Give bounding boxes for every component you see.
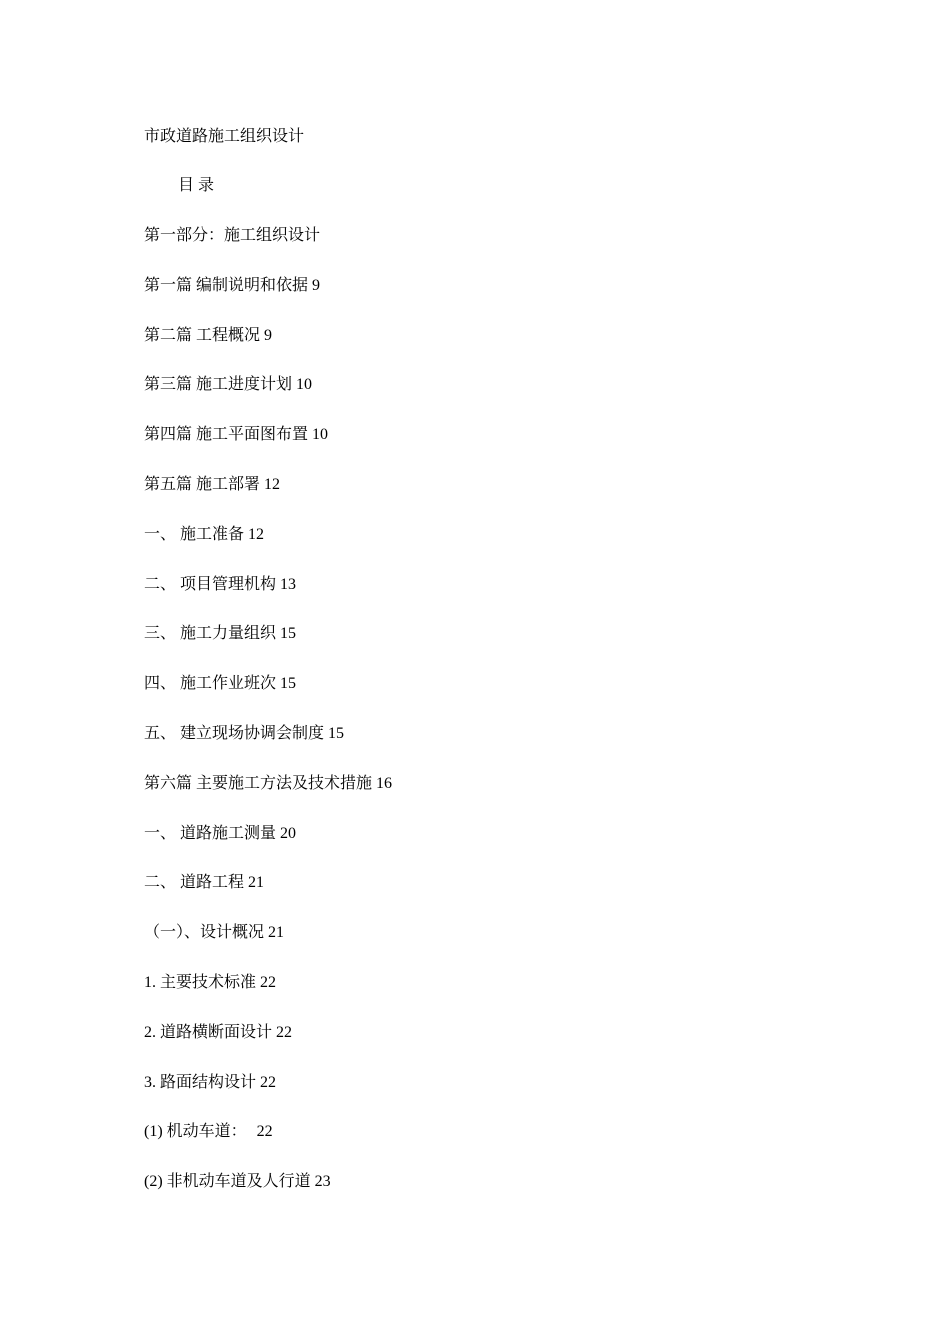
toc-entry-label: 第一篇 编制说明和依据 xyxy=(144,276,309,294)
toc-entry-label: 第一部分：施工组织设计 xyxy=(144,227,321,244)
toc-entry-page-number: 23 xyxy=(314,1173,331,1191)
toc-entry-label: 三、 施工力量组织 xyxy=(144,625,277,643)
toc-entry-page-number: 12 xyxy=(264,475,281,493)
toc-entry-label: 第四篇 施工平面图布置 xyxy=(144,426,309,444)
toc-entry-label: (1) 机动车道： xyxy=(144,1123,247,1141)
toc-entry-label: （一）、设计概况 xyxy=(144,924,265,942)
toc-entry-label: 第五篇 施工部署 xyxy=(144,475,261,493)
toc-entry[interactable] xyxy=(144,624,392,674)
toc-entry-page-number: 15 xyxy=(280,625,297,643)
toc-entry-page-number: 13 xyxy=(280,575,297,593)
toc-entry-page-number: 22 xyxy=(260,973,277,991)
toc-entry[interactable] xyxy=(144,375,392,425)
toc-entry-page-number: 21 xyxy=(248,874,265,892)
toc-entry-page-number: 22 xyxy=(260,1073,277,1091)
toc-entry-page-number: 21 xyxy=(268,924,285,942)
toc-entry-page-number: 22 xyxy=(256,1123,273,1141)
toc-entry[interactable] xyxy=(144,873,392,923)
table-of-contents xyxy=(144,226,392,1222)
toc-entry-label: 一、 施工准备 xyxy=(144,525,245,543)
toc-entry[interactable] xyxy=(144,326,392,376)
toc-entry-page-number: 20 xyxy=(280,824,297,842)
toc-entry[interactable] xyxy=(144,575,392,625)
toc-entry-label: 3. 路面结构设计 xyxy=(144,1073,257,1091)
toc-entry-label: 一、 道路施工测量 xyxy=(144,824,277,842)
toc-entry[interactable] xyxy=(144,525,392,575)
toc-entry[interactable] xyxy=(144,425,392,475)
toc-entry-page-number: 22 xyxy=(276,1023,293,1041)
toc-entry[interactable] xyxy=(144,1023,392,1073)
toc-entry-label: 2. 道路横断面设计 xyxy=(144,1023,273,1041)
toc-entry-page-number: 15 xyxy=(280,675,297,693)
toc-entry[interactable] xyxy=(144,226,392,276)
toc-entry-page-number: 9 xyxy=(312,276,321,294)
toc-entry-page-number: 16 xyxy=(376,774,393,792)
toc-entry-label: 第六篇 主要施工方法及技术措施 xyxy=(144,774,373,792)
toc-heading: 目 录 xyxy=(178,177,215,194)
toc-entry-label: 五、 建立现场协调会制度 xyxy=(144,724,325,742)
toc-entry[interactable] xyxy=(144,674,392,724)
toc-entry-page-number: 9 xyxy=(264,326,273,344)
toc-entry-page-number: 10 xyxy=(296,376,313,394)
toc-entry[interactable] xyxy=(144,724,392,774)
toc-entry[interactable] xyxy=(144,276,392,326)
toc-entry-label: 第三篇 施工进度计划 xyxy=(144,376,293,394)
toc-entry-label: 四、 施工作业班次 xyxy=(144,675,277,693)
toc-entry-label: 1. 主要技术标准 xyxy=(144,973,257,991)
toc-entry[interactable] xyxy=(144,1172,392,1222)
toc-entry[interactable] xyxy=(144,824,392,874)
toc-entry[interactable] xyxy=(144,1073,392,1123)
toc-entry-page-number: 10 xyxy=(312,426,329,444)
document-title: 市政道路施工组织设计 xyxy=(144,128,305,145)
toc-entry-label: (2) 非机动车道及人行道 xyxy=(144,1173,311,1191)
toc-entry[interactable] xyxy=(144,475,392,525)
toc-entry[interactable] xyxy=(144,923,392,973)
toc-entry-label: 二、 项目管理机构 xyxy=(144,575,277,593)
toc-entry[interactable] xyxy=(144,973,392,1023)
toc-entry-label: 第二篇 工程概况 xyxy=(144,326,261,344)
toc-entry[interactable] xyxy=(144,1122,392,1172)
toc-entry-page-number: 12 xyxy=(248,525,265,543)
toc-entry-label: 二、 道路工程 xyxy=(144,874,245,892)
toc-entry[interactable] xyxy=(144,774,392,824)
toc-entry-page-number: 15 xyxy=(328,724,345,742)
